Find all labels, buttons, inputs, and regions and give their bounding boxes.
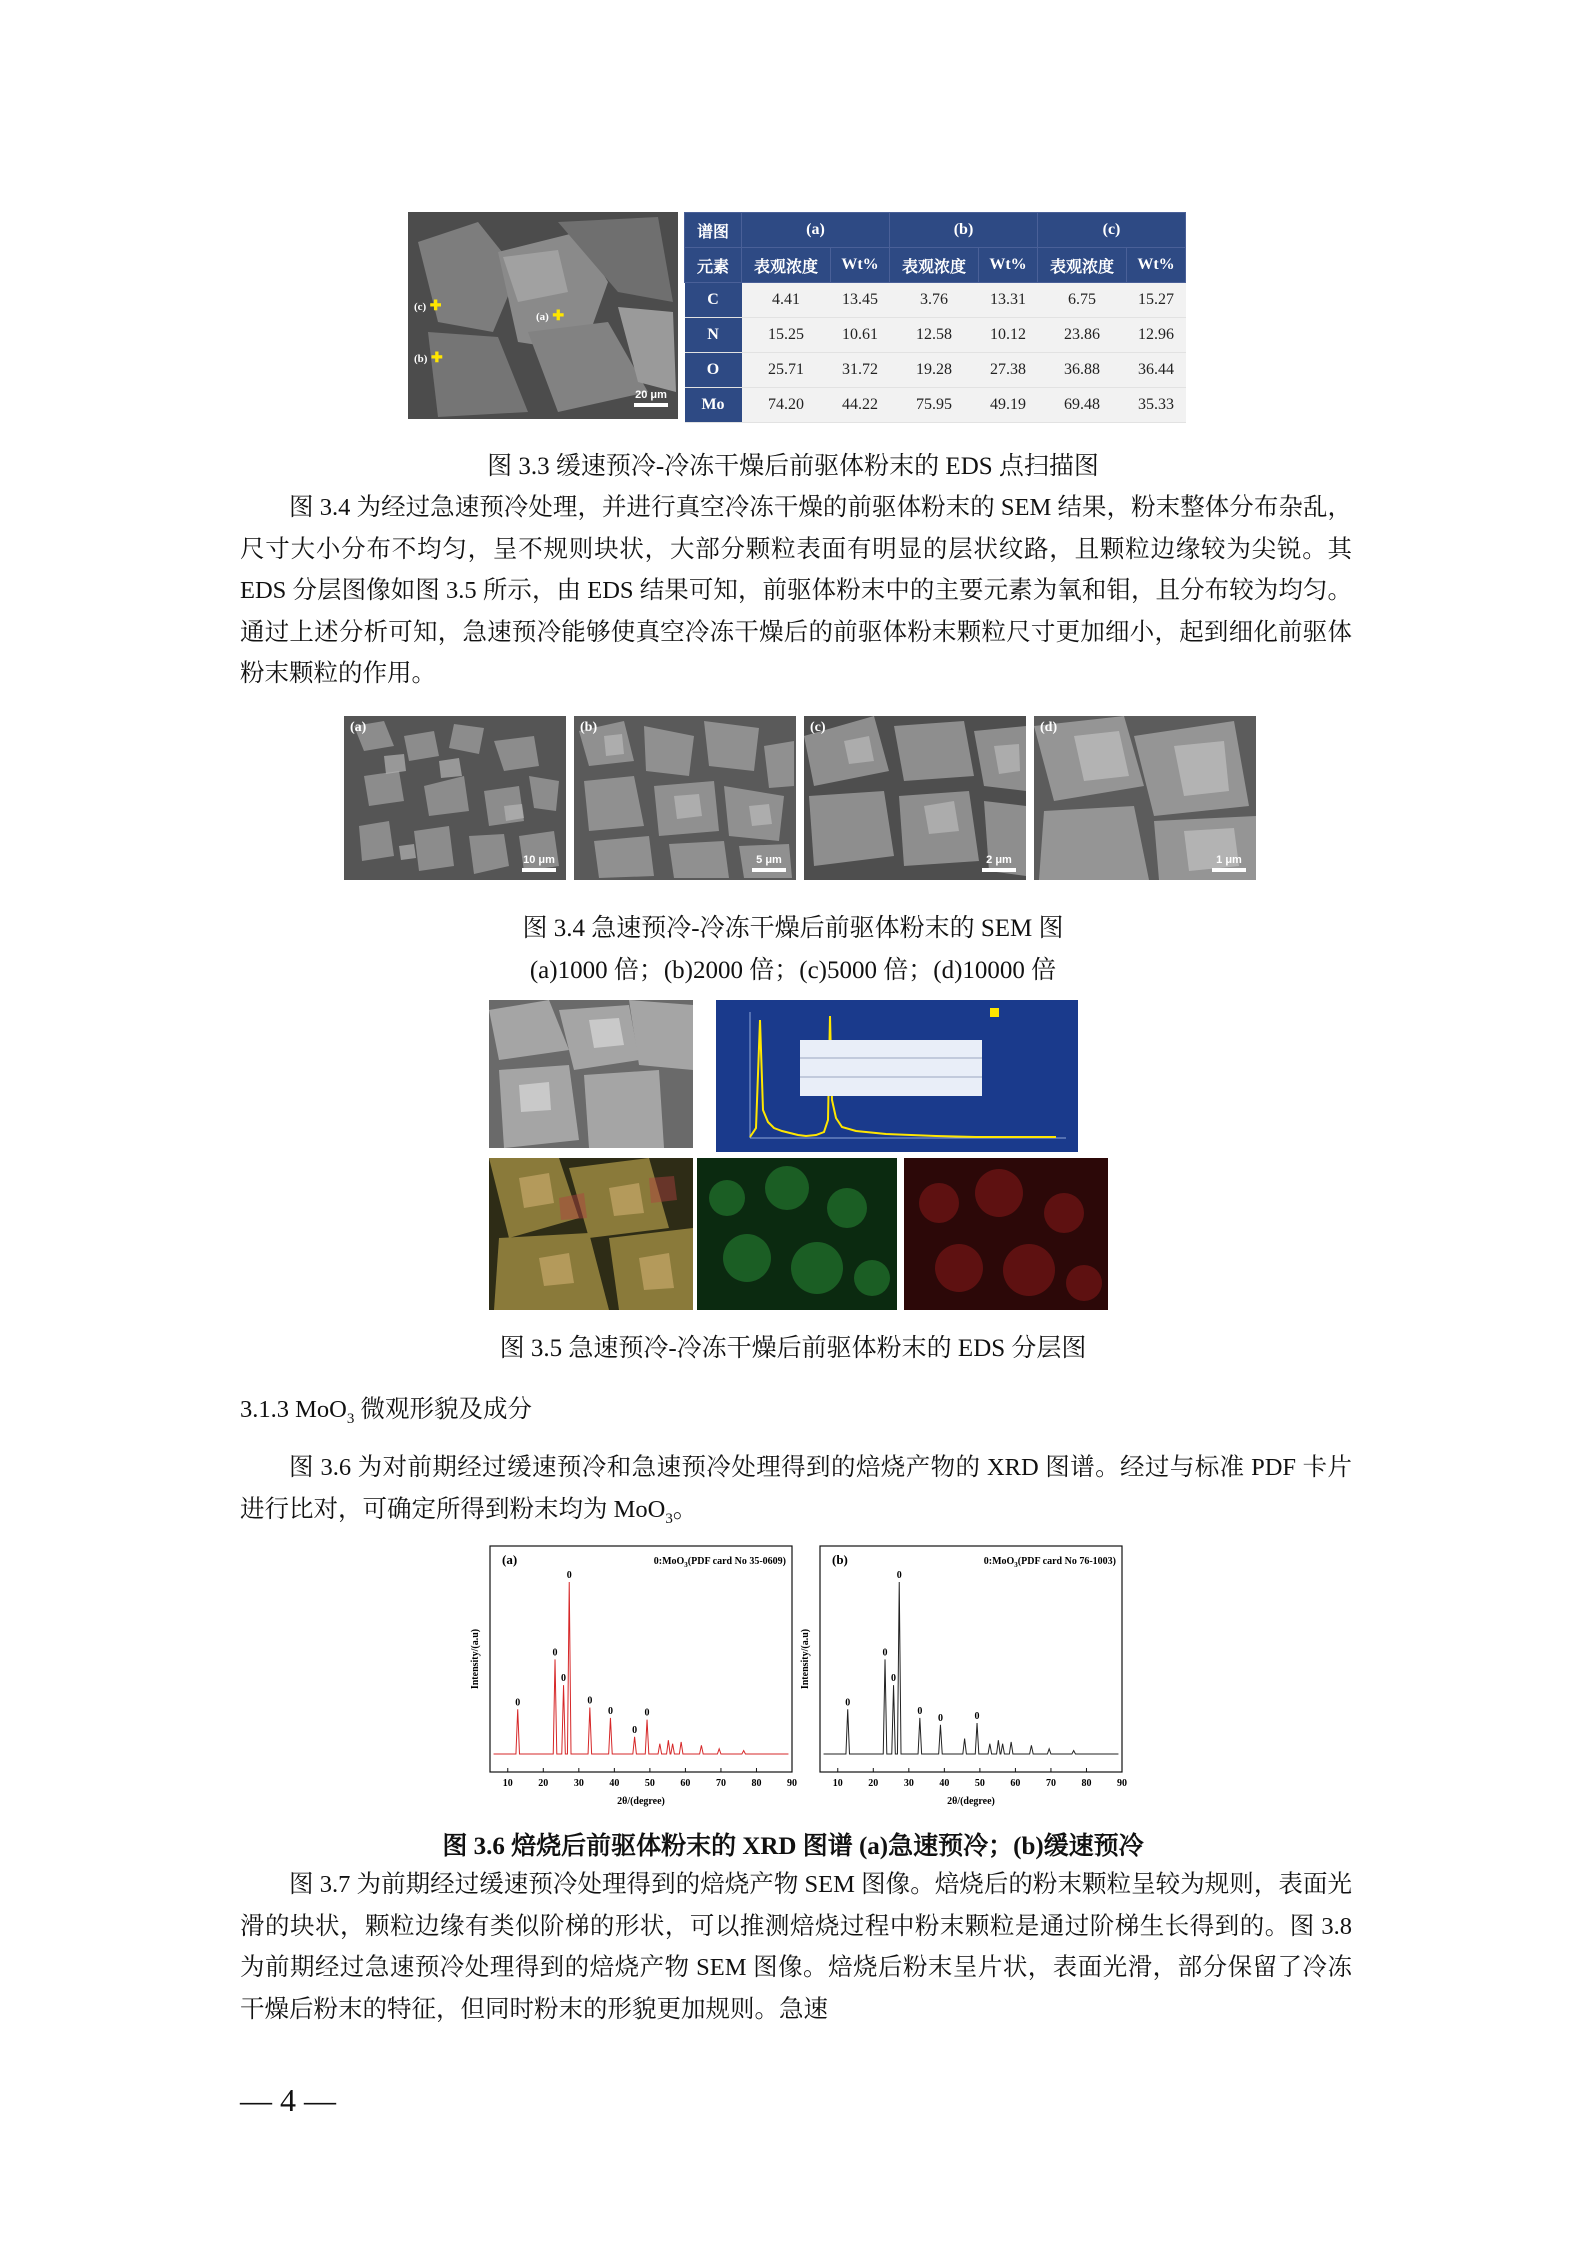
table-subheader: 表观浓度: [890, 248, 979, 283]
scale-bar: [752, 854, 786, 872]
figure-caption-3-4: 图 3.4 急速预冷-冷冻干燥后前驱体粉末的 SEM 图: [522, 915, 1064, 942]
table-subheader: Wt%: [831, 248, 890, 283]
table-subheader: 表观浓度: [1038, 248, 1127, 283]
table-group-c: (c): [1038, 213, 1186, 248]
peak-marker: 0: [917, 1705, 923, 1717]
peak-marker: 0: [845, 1697, 851, 1709]
table-cell-element: N: [685, 318, 742, 353]
legend-pre: 0:MoO: [983, 1556, 1015, 1567]
x-tick-label: 20: [868, 1778, 879, 1789]
para2-text-end: 。: [672, 1495, 698, 1523]
section-heading: [240, 1390, 532, 1428]
y-axis-label: Intensity/(a.u): [800, 1628, 811, 1690]
scale-bar-label: 5 μm: [756, 854, 782, 866]
xrd-trace: [824, 1582, 1119, 1754]
peak-marker: 0: [974, 1711, 980, 1723]
body-paragraph: 图 3.4 为经过急速预冷处理，并进行真空冷冻干燥的前驱体粉末的 SEM 结果，粉末整体分布杂乱，尺寸大小分布不均匀，呈不规则块状，大部分颗粒表面有明显的层状纹路，且颗粒边缘较为尖锐。其 EDS 分层图像如图 3.5 所示，由 EDS 结果可知，前驱体粉末中的主要元素为氧和钼，且分布较为均匀。通过上述分析可知，急速预冷能够使真空冷冻干燥后的前驱体粉末颗粒尺寸更加细小，起到细化前驱体粉末颗粒的作用。: [240, 494, 1352, 687]
x-tick-label: 20: [538, 1778, 549, 1789]
legend-label: [984, 1556, 1116, 1569]
table-cell: 35.33: [1127, 388, 1186, 423]
page-number: — 4 —: [240, 2082, 336, 2118]
eds-sem-image: [489, 1000, 693, 1148]
table-header-element: 元素: [685, 248, 742, 283]
peak-marker: 0: [566, 1570, 572, 1581]
table-row: [685, 353, 1186, 388]
legend-post: (PDF card No 76-1003): [1017, 1556, 1116, 1567]
table-cell: 19.28: [890, 353, 979, 388]
point-b-label: (b): [414, 353, 428, 365]
scale-bar-label: 10 μm: [523, 854, 555, 866]
section-heading-main: 3.1.3 MoO: [240, 1396, 347, 1423]
table-cell: 25.71: [742, 353, 831, 388]
x-axis-label: 2θ/(degree): [947, 1796, 995, 1807]
figure-caption-3-3: 图 3.3 缓速预冷-冷冻干燥后前驱体粉末的 EDS 点扫描图: [487, 453, 1099, 480]
table-subheader: Wt%: [979, 248, 1038, 283]
table-group-a: (a): [742, 213, 890, 248]
table-cell: 15.25: [742, 318, 831, 353]
table-cell: 49.19: [979, 388, 1038, 423]
peak-marker: 0: [561, 1673, 567, 1685]
point-b-marker: (b) ✚: [414, 351, 443, 366]
sem-panel-d: [1034, 716, 1256, 880]
peak-marker: 0: [644, 1707, 650, 1719]
eds-point-table: [684, 212, 1186, 423]
table-cell: 4.41: [742, 283, 831, 318]
peak-marker: 0: [896, 1570, 902, 1581]
xrd-chart-a-svg: [468, 1538, 798, 1816]
table-cell: 31.72: [831, 353, 890, 388]
table-row: [685, 318, 1186, 353]
table-cell: 27.38: [979, 353, 1038, 388]
table-cell: 75.95: [890, 388, 979, 423]
xrd-chart-b-svg: [798, 1538, 1128, 1816]
molybdenum-map-texture: [904, 1158, 1108, 1310]
plot-frame: [490, 1546, 792, 1772]
panel-label-d: (d): [1040, 720, 1058, 735]
x-tick-label: 10: [502, 1778, 513, 1789]
table-subheader: Wt%: [1127, 248, 1186, 283]
legend-sub: 3: [1014, 1561, 1018, 1569]
table-cell: 13.45: [831, 283, 890, 318]
subscript: 3: [665, 1510, 673, 1527]
table-cell-element: Mo: [685, 388, 742, 423]
table-cell: 44.22: [831, 388, 890, 423]
table-cell: 3.76: [890, 283, 979, 318]
scale-bar: [982, 854, 1016, 872]
table-cell: 6.75: [1038, 283, 1127, 318]
eds-spectrum-plot: [716, 1000, 1078, 1152]
point-a-label: (a): [536, 311, 549, 323]
table-cell: 10.12: [979, 318, 1038, 353]
peak-marker: 0: [632, 1724, 638, 1736]
subscript: 3: [346, 1410, 355, 1427]
legend-swatch: [990, 1008, 999, 1017]
x-tick-label: 60: [680, 1778, 691, 1789]
eds-map-molybdenum: [904, 1158, 1108, 1310]
legend-post: (PDF card No 35-0609): [687, 1556, 786, 1567]
body-paragraph: 图 3.7 为前期经过缓速预冷处理得到的焙烧产物 SEM 图像。焙烧后的粉末颗粒呈较为规则，表面光滑的块状，颗粒边缘有类似阶梯的形状，可以推测焙烧过程中粉末颗粒是通过阶梯生长得到的。图 3.8 为前期经过急速预冷处理得到的焙烧产物 SEM 图像。焙烧后粉末呈片状，表面光滑，部分保留了冷冻干燥后粉末的特征，但同时粉末的形貌更加规则。急速: [240, 1871, 1352, 2023]
peak-marker: 0: [937, 1712, 943, 1724]
scale-bar: [522, 854, 556, 872]
legend-sub: 3: [684, 1561, 688, 1569]
sem-panel-b: [574, 716, 796, 880]
sem-texture: [489, 1000, 693, 1148]
point-c-marker: (c) ✚: [414, 299, 442, 314]
table-cell: 12.58: [890, 318, 979, 353]
peak-marker: 0: [552, 1647, 558, 1659]
x-tick-label: 30: [903, 1778, 914, 1789]
table-row: [685, 283, 1186, 318]
figure-caption-3-5: 图 3.5 急速预冷-冷冻干燥后前驱体粉末的 EDS 分层图: [499, 1335, 1087, 1362]
scale-bar-label: 2 μm: [986, 854, 1012, 866]
eds-map-oxygen: [697, 1158, 897, 1310]
x-tick-label: 40: [609, 1778, 620, 1789]
table-cell: 36.44: [1127, 353, 1186, 388]
table-subheader: 表观浓度: [742, 248, 831, 283]
point-a-marker: (a) ✚: [536, 309, 565, 324]
legend-label: [654, 1556, 786, 1569]
xrd-chart-b: [798, 1538, 1128, 1816]
table-group-b: (b): [890, 213, 1038, 248]
eds-point-scan-photo: [408, 212, 678, 419]
point-c-label: (c): [414, 301, 427, 313]
peak-marker: 0: [587, 1695, 593, 1707]
x-axis-label: 2θ/(degree): [617, 1796, 665, 1807]
sem-panel-a: [344, 716, 566, 880]
table-cell: 15.27: [1127, 283, 1186, 318]
x-tick-label: 40: [939, 1778, 950, 1789]
table-cell: 74.20: [742, 388, 831, 423]
x-tick-label: 70: [1045, 1778, 1056, 1789]
table-cell: 23.86: [1038, 318, 1127, 353]
plot-frame: [820, 1546, 1122, 1772]
table-cell: 13.31: [979, 283, 1038, 318]
eds-overlay-map: [489, 1158, 693, 1310]
panel-label: (a): [502, 1552, 518, 1567]
table-row: [685, 388, 1186, 423]
scale-bar: [1212, 854, 1246, 872]
legend-pre: 0:MoO: [653, 1556, 685, 1567]
table-cell: 69.48: [1038, 388, 1127, 423]
peak-marker: 0: [882, 1647, 888, 1659]
table-cell-element: O: [685, 353, 742, 388]
panel-label: (b): [832, 1552, 848, 1567]
x-tick-label: 50: [644, 1778, 655, 1789]
panel-label-b: (b): [580, 720, 598, 735]
body-paragraph: [240, 1447, 1352, 1540]
panel-label-c: (c): [810, 720, 826, 735]
figure-subcaption-3-4: (a)1000 倍；(b)2000 倍；(c)5000 倍；(d)10000 倍: [529, 957, 1057, 984]
overlay-texture: [489, 1158, 693, 1310]
x-tick-label: 80: [1081, 1778, 1092, 1789]
peak-marker: 0: [891, 1673, 897, 1685]
x-tick-label: 70: [715, 1778, 726, 1789]
table-header-spectrum: 谱图: [685, 213, 742, 248]
x-tick-label: 60: [1010, 1778, 1021, 1789]
table-cell: 12.96: [1127, 318, 1186, 353]
x-tick-label: 90: [1117, 1778, 1127, 1789]
figure-caption-3-6: 图 3.6 焙烧后前驱体粉末的 XRD 图谱 (a)急速预冷；(b)缓速预冷: [442, 1833, 1144, 1860]
scale-bar-label: 20 μm: [635, 389, 667, 401]
scale-bar-label: 1 μm: [1216, 854, 1242, 866]
table-cell: 36.88: [1038, 353, 1127, 388]
oxygen-map-texture: [697, 1158, 897, 1310]
x-tick-label: 10: [832, 1778, 843, 1789]
panel-label-a: (a): [350, 720, 367, 735]
x-tick-label: 50: [974, 1778, 985, 1789]
peak-marker: 0: [515, 1697, 521, 1709]
x-tick-label: 80: [751, 1778, 762, 1789]
xrd-chart-a: [468, 1538, 798, 1816]
y-axis-label: Intensity/(a.u): [470, 1628, 481, 1690]
x-tick-label: 90: [787, 1778, 797, 1789]
sem-panel-c: [804, 716, 1026, 880]
eds-spectrum-panel: [716, 1000, 1078, 1152]
table-cell-element: C: [685, 283, 742, 318]
section-heading-rest: 微观形貌及成分: [354, 1396, 532, 1423]
table-cell: 10.61: [831, 318, 890, 353]
scale-bar: [634, 389, 668, 407]
xrd-trace: [494, 1582, 789, 1754]
para2-text: 图 3.6 为对前期经过缓速预冷和急速预冷处理得到的焙烧产物的 XRD 图谱。经过与标准 PDF 卡片进行比对，可确定所得到粉末均为 MoO: [240, 1454, 1352, 1523]
x-tick-label: 30: [573, 1778, 584, 1789]
eds-inline-table: [800, 1040, 982, 1096]
peak-marker: 0: [607, 1705, 613, 1717]
